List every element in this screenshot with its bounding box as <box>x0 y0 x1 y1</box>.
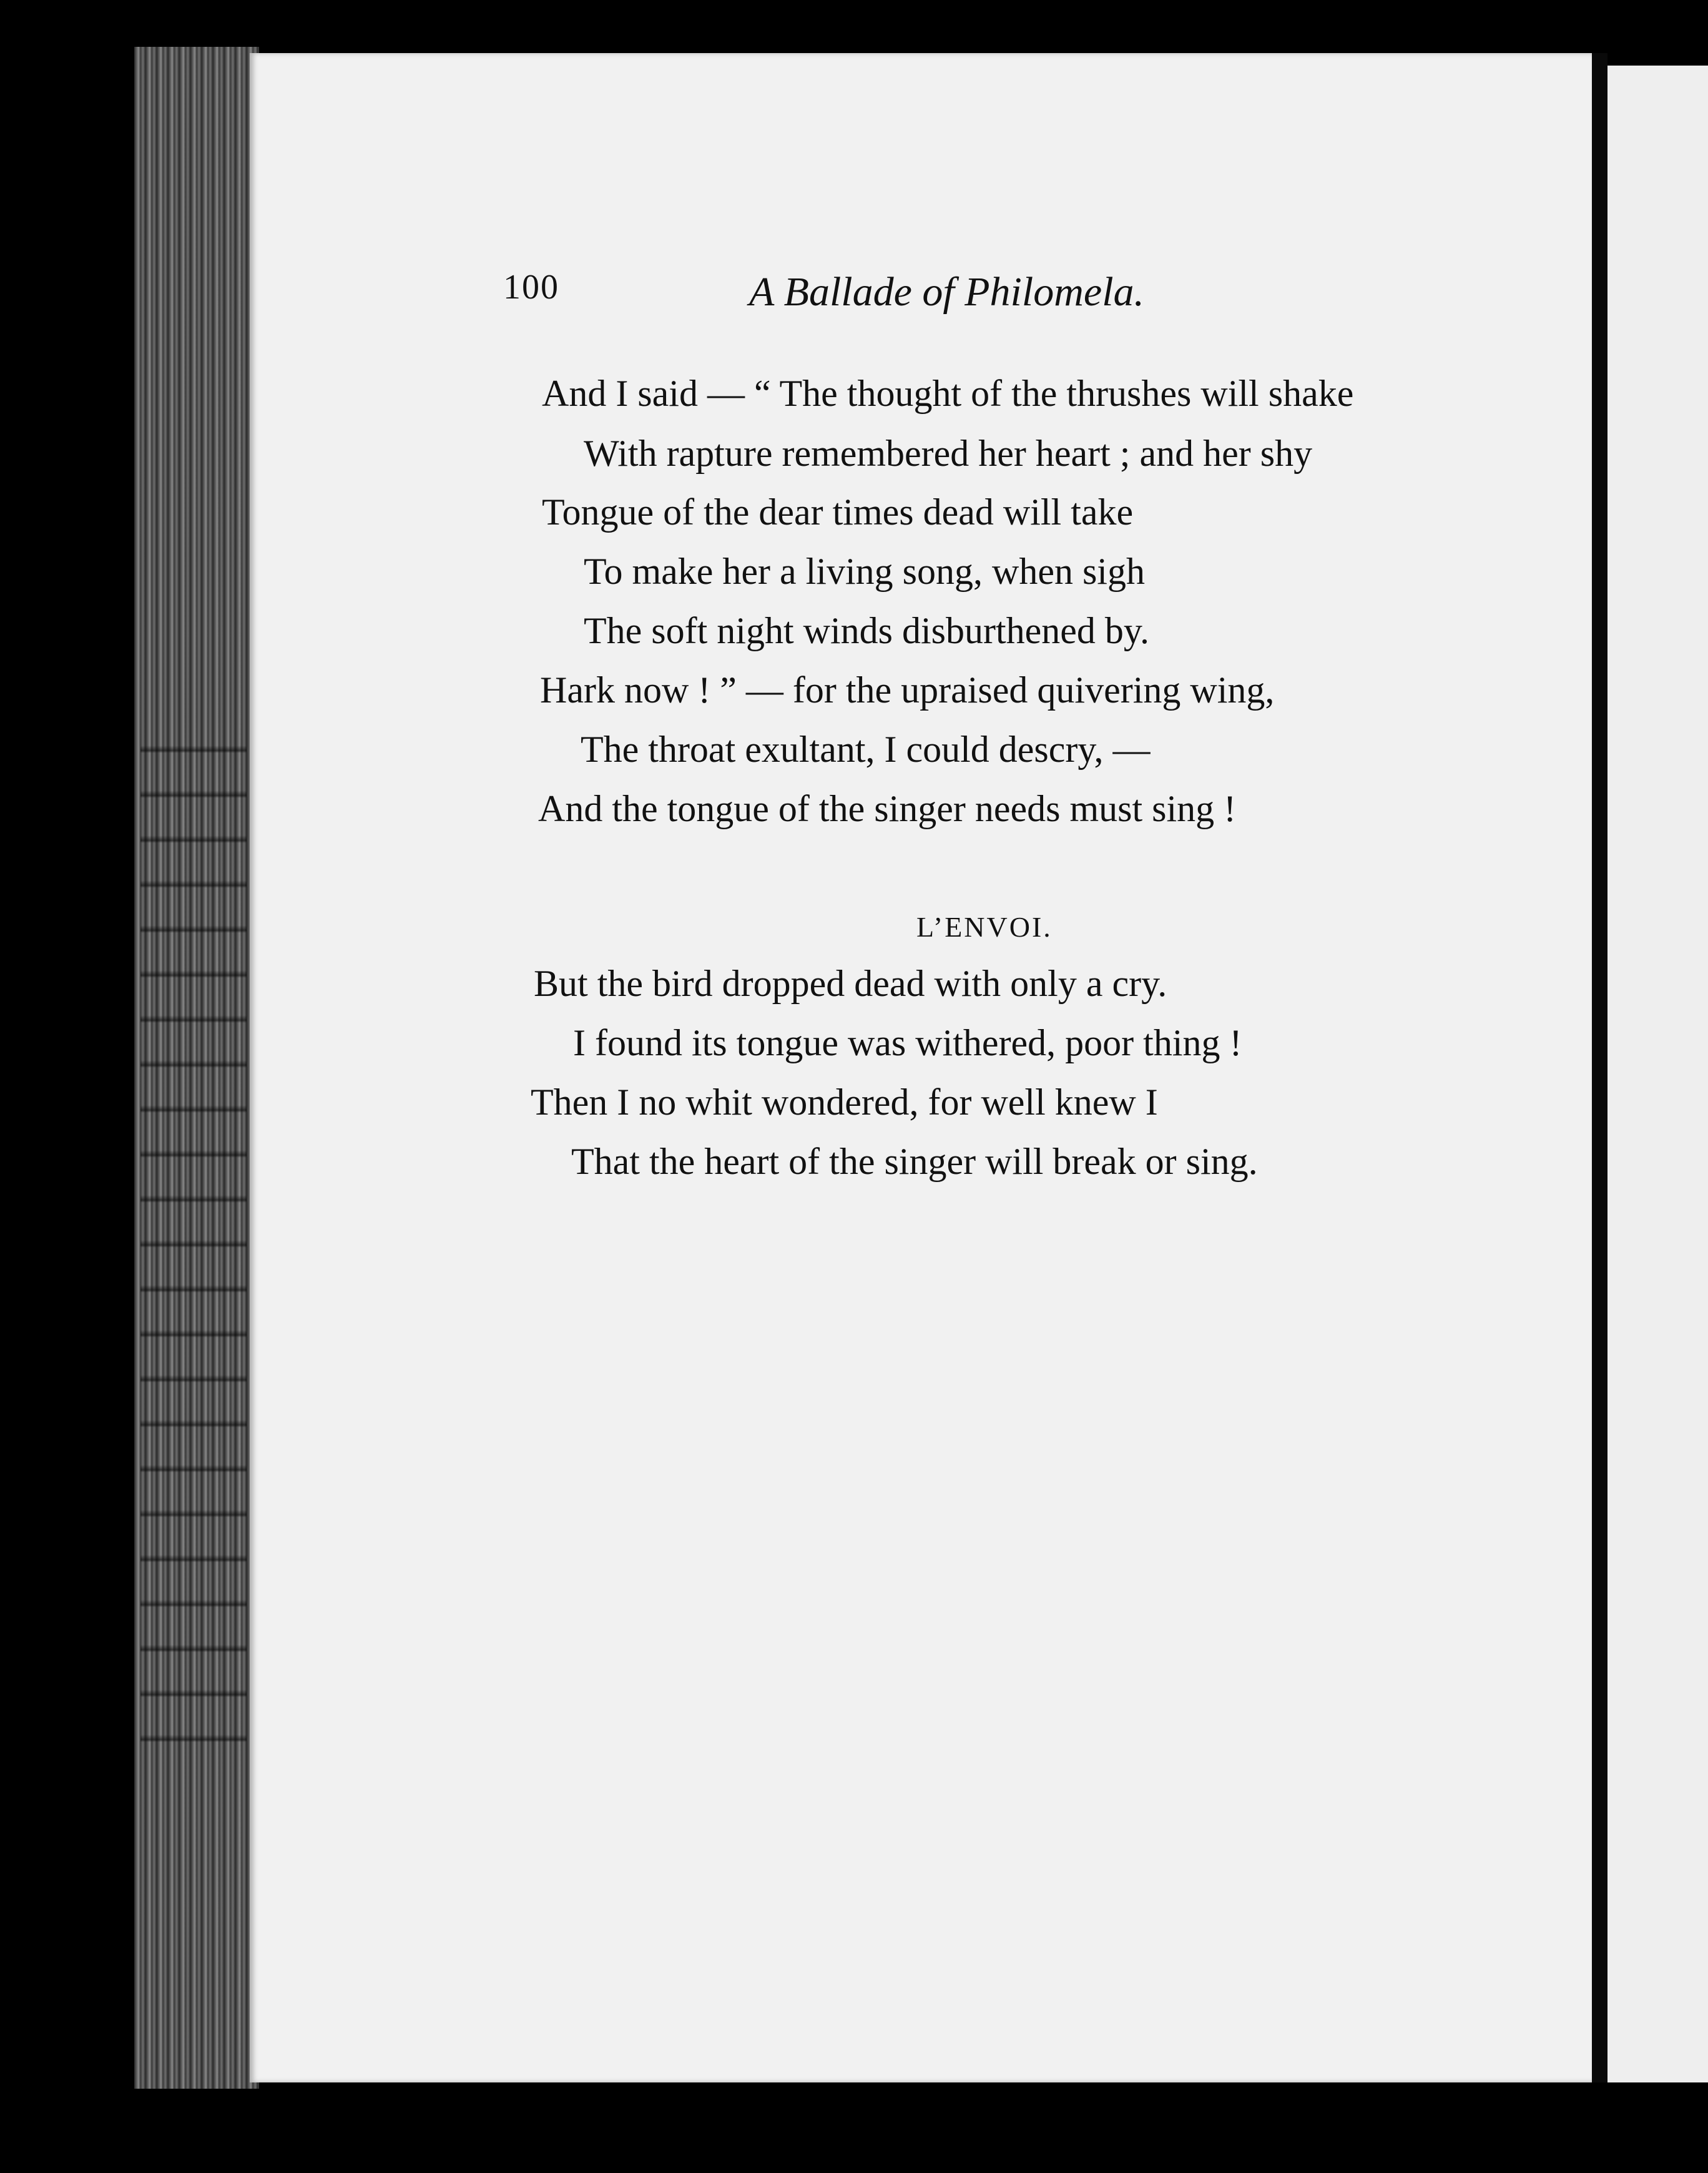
stanza-line: The soft night winds disburthened by. <box>584 610 1150 651</box>
stanza-line: The throat exultant, I could descry, — <box>581 729 1151 770</box>
stanza-line: To make her a living song, when sigh <box>584 551 1145 592</box>
envoi-line: Then I no whit wondered, for well knew I <box>531 1082 1158 1123</box>
envoi-line: But the bird dropped dead with only a cry. <box>534 963 1167 1004</box>
stanza-line: Tongue of the dear times dead will take <box>542 491 1134 533</box>
envoi-line: That the heart of the singer will break or sing. <box>571 1141 1258 1182</box>
stanza-line: And I said — “ The thought of the thrushes will shake <box>542 373 1354 414</box>
stanza-line: And the tongue of the singer needs must sing ! <box>538 788 1237 829</box>
page-number: 100 <box>503 268 559 307</box>
running-title: A Ballade of Philomela. <box>749 269 1145 315</box>
stanza-line: With rapture remembered her heart ; and her shy <box>584 433 1313 474</box>
stanza-line: Hark now ! ” — for the upraised quivering wing, <box>540 669 1275 711</box>
envoi-heading: L’ENVOI. <box>916 911 1053 943</box>
envoi-line: I found its tongue was withered, poor thing ! <box>573 1022 1242 1063</box>
